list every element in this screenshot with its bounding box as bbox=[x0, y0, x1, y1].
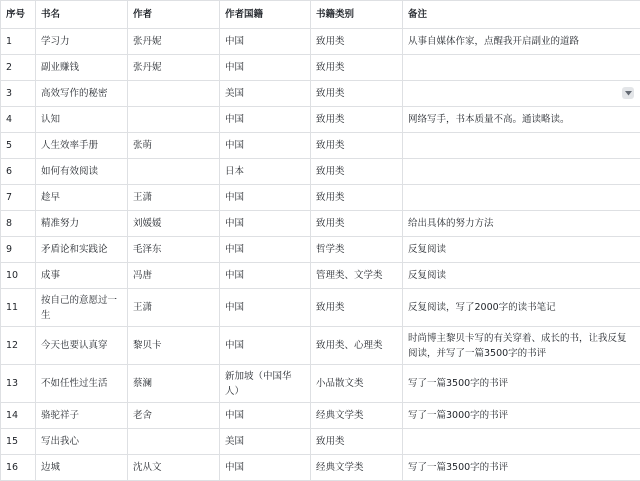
table-row bbox=[1, 81, 640, 107]
cell-author[interactable]: 王潇 bbox=[128, 289, 220, 327]
cell-title[interactable]: 副业赚钱 bbox=[36, 55, 128, 81]
cell-notes[interactable] bbox=[403, 159, 640, 185]
cell-title[interactable]: 认知 bbox=[36, 107, 128, 133]
cell-category[interactable]: 致用类 bbox=[311, 429, 403, 455]
cell-nationality[interactable]: 新加坡（中国华人） bbox=[220, 365, 311, 403]
cell-category[interactable]: 致用类 bbox=[311, 159, 403, 185]
table-row bbox=[1, 455, 640, 481]
cell-nationality[interactable]: 中国 bbox=[220, 211, 311, 237]
cell-notes[interactable]: 写了一篇3500字的书评 bbox=[403, 455, 640, 481]
cell-notes[interactable] bbox=[403, 185, 640, 211]
cell-author[interactable] bbox=[128, 107, 220, 133]
cell-title[interactable]: 如何有效阅读 bbox=[36, 159, 128, 185]
cell-category[interactable]: 致用类 bbox=[311, 211, 403, 237]
cell-index[interactable]: 10 bbox=[1, 263, 36, 289]
table-row bbox=[1, 403, 640, 429]
cell-author[interactable]: 张丹妮 bbox=[128, 29, 220, 55]
cell-author[interactable]: 沈从文 bbox=[128, 455, 220, 481]
cell-index[interactable]: 8 bbox=[1, 211, 36, 237]
header-author[interactable]: 作者 bbox=[128, 1, 220, 29]
cell-title[interactable]: 不如任性过生活 bbox=[36, 365, 128, 403]
cell-index[interactable]: 15 bbox=[1, 429, 36, 455]
cell-title[interactable]: 精准努力 bbox=[36, 211, 128, 237]
cell-title[interactable]: 今天也要认真穿 bbox=[36, 327, 128, 365]
table-row bbox=[1, 263, 640, 289]
table-row bbox=[1, 429, 640, 455]
cell-title[interactable]: 成事 bbox=[36, 263, 128, 289]
cell-nationality[interactable]: 中国 bbox=[220, 455, 311, 481]
cell-notes[interactable]: 写了一篇3000字的书评 bbox=[403, 403, 640, 429]
header-notes[interactable]: 备注 bbox=[403, 1, 640, 29]
cell-dropdown-button[interactable] bbox=[622, 87, 634, 99]
table-row bbox=[1, 159, 640, 185]
cell-title[interactable]: 趁早 bbox=[36, 185, 128, 211]
header-nationality[interactable]: 作者国籍 bbox=[220, 1, 311, 29]
cell-index[interactable]: 14 bbox=[1, 403, 36, 429]
cell-nationality[interactable]: 中国 bbox=[220, 237, 311, 263]
cell-notes[interactable]: 反复阅读 bbox=[403, 263, 640, 289]
cell-author[interactable]: 毛泽东 bbox=[128, 237, 220, 263]
table-row bbox=[1, 55, 640, 81]
cell-index[interactable]: 5 bbox=[1, 133, 36, 159]
cell-author[interactable]: 刘媛媛 bbox=[128, 211, 220, 237]
cell-title[interactable]: 边城 bbox=[36, 455, 128, 481]
cell-index[interactable]: 12 bbox=[1, 327, 36, 365]
cell-category[interactable]: 致用类 bbox=[311, 55, 403, 81]
cell-title[interactable]: 学习力 bbox=[36, 29, 128, 55]
cell-nationality[interactable]: 日本 bbox=[220, 159, 311, 185]
cell-nationality[interactable]: 中国 bbox=[220, 327, 311, 365]
cell-index[interactable]: 7 bbox=[1, 185, 36, 211]
cell-notes[interactable]: 网络写手，书本质量不高。通读略读。 bbox=[403, 107, 640, 133]
table-row bbox=[1, 327, 640, 365]
cell-category[interactable]: 管理类、文学类 bbox=[311, 263, 403, 289]
cell-category[interactable]: 小品散文类 bbox=[311, 365, 403, 403]
cell-nationality[interactable]: 中国 bbox=[220, 55, 311, 81]
cell-title[interactable]: 矛盾论和实践论 bbox=[36, 237, 128, 263]
cell-nationality[interactable]: 中国 bbox=[220, 403, 311, 429]
cell-title[interactable]: 高效写作的秘密 bbox=[36, 81, 128, 107]
cell-author[interactable]: 蔡澜 bbox=[128, 365, 220, 403]
cell-author[interactable]: 黎贝卡 bbox=[128, 327, 220, 365]
cell-notes[interactable]: 反复阅读，写了2000字的读书笔记 bbox=[403, 289, 640, 327]
cell-notes[interactable]: 写了一篇3500字的书评 bbox=[403, 365, 640, 403]
cell-nationality[interactable]: 中国 bbox=[220, 289, 311, 327]
cell-category[interactable]: 经典文学类 bbox=[311, 455, 403, 481]
cell-nationality[interactable]: 中国 bbox=[220, 263, 311, 289]
chevron-down-icon bbox=[625, 91, 632, 96]
table-row bbox=[1, 211, 640, 237]
cell-notes[interactable]: 从事自媒体作家，点醒我开启副业的道路 bbox=[403, 29, 640, 55]
cell-category[interactable]: 致用类 bbox=[311, 133, 403, 159]
cell-nationality[interactable]: 美国 bbox=[220, 81, 311, 107]
cell-category[interactable]: 致用类 bbox=[311, 289, 403, 327]
header-title[interactable]: 书名 bbox=[36, 1, 128, 29]
cell-author[interactable]: 张萌 bbox=[128, 133, 220, 159]
table-row bbox=[1, 107, 640, 133]
cell-author[interactable]: 老舍 bbox=[128, 403, 220, 429]
cell-notes[interactable] bbox=[403, 55, 640, 81]
cell-nationality[interactable]: 中国 bbox=[220, 107, 311, 133]
header-row bbox=[1, 1, 640, 29]
cell-author[interactable]: 张丹妮 bbox=[128, 55, 220, 81]
cell-author[interactable] bbox=[128, 159, 220, 185]
cell-nationality[interactable]: 美国 bbox=[220, 429, 311, 455]
cell-nationality[interactable]: 中国 bbox=[220, 185, 311, 211]
cell-author[interactable] bbox=[128, 429, 220, 455]
cell-title[interactable]: 按自己的意愿过一生 bbox=[36, 289, 128, 327]
cell-author[interactable]: 王潇 bbox=[128, 185, 220, 211]
table-row bbox=[1, 133, 640, 159]
cell-notes[interactable]: 时尚博主黎贝卡写的有关穿着、成长的书，让我反复阅读，并写了一篇3500字的书评 bbox=[403, 327, 640, 365]
cell-category[interactable]: 致用类 bbox=[311, 185, 403, 211]
cell-index[interactable]: 4 bbox=[1, 107, 36, 133]
cell-author[interactable]: 冯唐 bbox=[128, 263, 220, 289]
cell-notes[interactable] bbox=[403, 429, 640, 455]
cell-author[interactable] bbox=[128, 81, 220, 107]
table-row bbox=[1, 289, 640, 327]
cell-index[interactable]: 11 bbox=[1, 289, 36, 327]
cell-notes[interactable]: 反复阅读 bbox=[403, 237, 640, 263]
cell-notes[interactable]: 给出具体的努力方法 bbox=[403, 211, 640, 237]
cell-index[interactable]: 16 bbox=[1, 455, 36, 481]
cell-category[interactable]: 致用类 bbox=[311, 29, 403, 55]
cell-index[interactable]: 9 bbox=[1, 237, 36, 263]
cell-nationality[interactable]: 中国 bbox=[220, 133, 311, 159]
cell-title[interactable]: 骆驼祥子 bbox=[36, 403, 128, 429]
cell-title[interactable]: 人生效率手册 bbox=[36, 133, 128, 159]
table-row bbox=[1, 237, 640, 263]
cell-category[interactable]: 经典文学类 bbox=[311, 403, 403, 429]
cell-nationality[interactable]: 中国 bbox=[220, 29, 311, 55]
cell-index[interactable]: 1 bbox=[1, 29, 36, 55]
table-row bbox=[1, 365, 640, 403]
cell-category[interactable]: 致用类、心理类 bbox=[311, 327, 403, 365]
table-row bbox=[1, 185, 640, 211]
header-index[interactable]: 序号 bbox=[1, 1, 36, 29]
cell-notes[interactable] bbox=[403, 133, 640, 159]
cell-category[interactable]: 哲学类 bbox=[311, 237, 403, 263]
cell-notes[interactable] bbox=[403, 81, 640, 107]
cell-index[interactable]: 13 bbox=[1, 365, 36, 403]
cell-index[interactable]: 3 bbox=[1, 81, 36, 107]
cell-index[interactable]: 2 bbox=[1, 55, 36, 81]
table-row bbox=[1, 29, 640, 55]
cell-index[interactable]: 6 bbox=[1, 159, 36, 185]
header-category[interactable]: 书籍类别 bbox=[311, 1, 403, 29]
cell-category[interactable]: 致用类 bbox=[311, 107, 403, 133]
cell-title[interactable]: 写出我心 bbox=[36, 429, 128, 455]
cell-category[interactable]: 致用类 bbox=[311, 81, 403, 107]
